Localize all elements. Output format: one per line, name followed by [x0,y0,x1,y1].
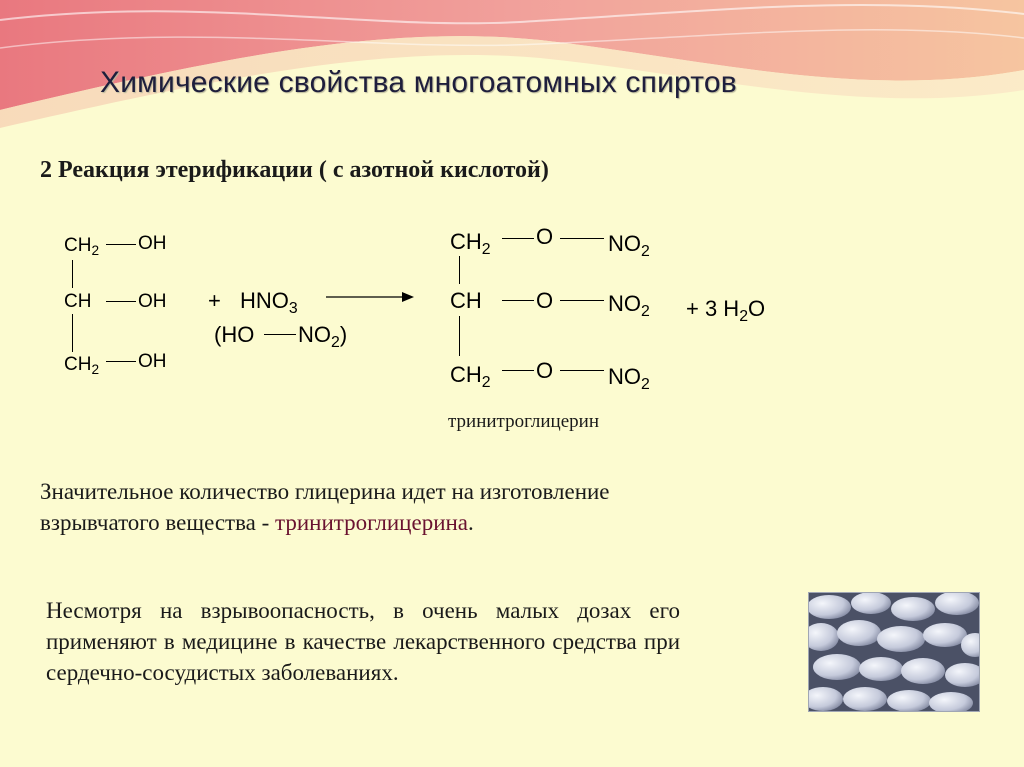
bond [264,334,296,335]
product-row1-no2: $NO_2$ [608,231,650,260]
reaction-subtitle: 2 Реакция этерификации ( с азотной кислотой) [40,157,549,183]
reagent-formula: $HNO_3$ [240,288,298,317]
product-row1-o: O [536,224,554,249]
product-row1-group: $CH_2$ [450,229,491,258]
bond [560,370,604,371]
medicine-paragraph: Несмотря на взрывоопасность, в очень малых дозах его применяют в медицине в качестве лекарственного средства при сердечно-сосудистых заболеваниях. [46,598,680,685]
bond [502,300,534,301]
highlighted-term: тринитроглицерина [275,510,469,535]
reactant-row2-group: CH [64,291,92,312]
reactant-row2-oh: OH [138,291,167,312]
plus-sign: + [208,288,221,313]
bond [106,244,136,245]
product-name-caption: тринитроглицерин [448,411,599,432]
usage-paragraph [40,476,660,538]
product-row2-o: O [536,288,554,313]
product-row2-no2: $NO_2$ [608,291,650,320]
bond [106,361,136,362]
reactant-row3-oh: OH [138,351,167,372]
bond [560,300,604,301]
product-row3-group: $CH_2$ [450,362,491,391]
byproduct-water: + 3 $H_2O$ [686,296,766,325]
bond [459,256,460,284]
product-row3-no2: $NO_2$ [608,364,650,393]
reactant-row1-oh: OH [138,233,167,254]
reactant-row3-group: $CH_2$ [64,354,100,378]
pills-photo [808,592,980,712]
usage-paragraph-text: Значительное количество глицерина идет на изготовление взрывчатого вещества - [40,479,610,535]
bond [106,301,136,302]
bond [72,260,73,288]
reaction-arrow [326,290,414,304]
product-row3-o: O [536,358,554,383]
reagent-alt-right: $NO_2$) [298,322,348,351]
slide-title: Химические свойства многоатомных спиртов [100,66,737,99]
bond [502,370,534,371]
reagent-alt-left: (HO [214,322,255,347]
bond [502,238,534,239]
product-row2-group: CH [450,288,482,313]
bond [72,314,73,352]
bond [560,238,604,239]
paragraph-period: . [468,510,474,535]
bond [459,316,460,356]
reactant-row1-group: $CH_2$ [64,235,100,259]
